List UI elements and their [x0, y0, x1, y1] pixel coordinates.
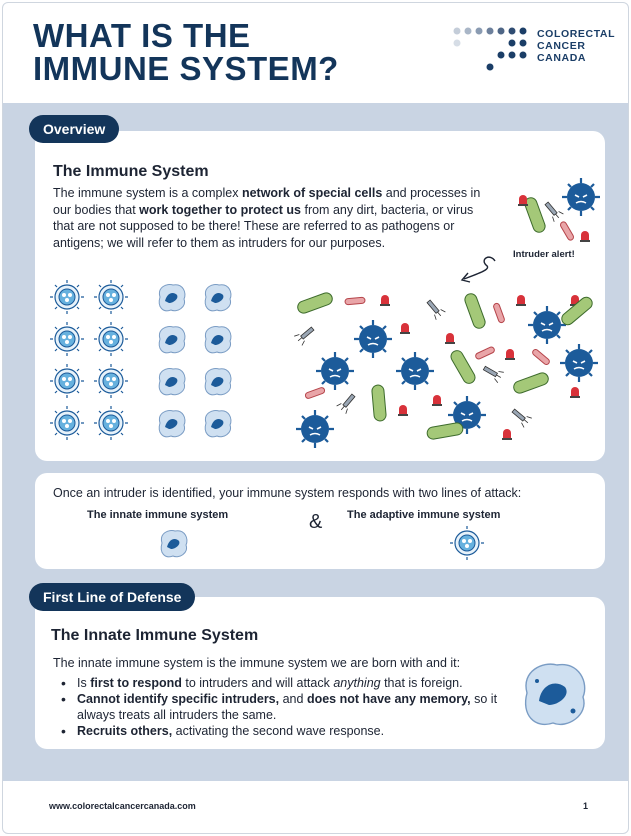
innate-cell-icon [159, 285, 185, 311]
bullet-1 [55, 675, 515, 691]
large-innate-cell-icon [521, 661, 591, 731]
page-number: 1 [582, 801, 588, 811]
first-line-pill: First Line of Defense [29, 583, 195, 611]
page-title [33, 19, 339, 85]
bullet-1-text-1: Is [77, 676, 91, 690]
innate-cell-grid-icon [157, 283, 247, 443]
overview-heading: The Immune System [53, 163, 209, 180]
bullet-3-text: activating the second wave response. [172, 724, 385, 738]
innate-bullet-list [55, 675, 515, 739]
bullet-1-bold: first to respond [90, 676, 182, 690]
innate-intro: The innate immune system is the immune system we are born with and it: [53, 656, 461, 670]
t-cell-icon [50, 280, 84, 314]
footer-url[interactable]: www.colorectalcancercanada.com [49, 801, 196, 811]
t-cell-grid-icon [53, 283, 133, 443]
intruder-alert-icon [513, 175, 603, 255]
lines-of-attack-card [35, 473, 605, 569]
logo-line-1: COLORECTAL [537, 28, 616, 40]
overview-text-1: The immune system is a complex [53, 186, 242, 200]
bullet-3 [55, 723, 515, 739]
bullet-1-text-3: that is foreign. [380, 676, 463, 690]
overview-pill: Overview [29, 115, 119, 143]
bullet-2-bold-2: does not have any memory, [306, 692, 471, 706]
title-line-2: IMMUNE SYSTEM? [33, 50, 339, 87]
overview-text-2: and processes in our bodies that [53, 186, 481, 217]
bullet-3-bold: Recruits others, [77, 724, 173, 738]
lines-intro: Once an intruder is identified, your immune system responds with two lines of attack: [53, 486, 522, 500]
intruders-illustration-icon [285, 271, 595, 451]
bullet-1-text-2: to intruders and will attack [181, 676, 334, 690]
title-line-1: WHAT IS THE [33, 17, 251, 54]
overview-text-3: from any dirt, bacteria, or virus that are not supposed to be there! These are referred to as pathogens or antigens; we will refer to them as intruders for our purposes. [53, 202, 474, 250]
adaptive-label: The adaptive immune system [347, 509, 501, 521]
bullet-1-italic: anything [333, 676, 381, 690]
footer [3, 781, 628, 833]
ampersand: & [309, 511, 323, 533]
logo-text [537, 28, 615, 64]
overview-bold-1: network of special cells [241, 186, 383, 200]
logo-dots-icon [451, 25, 531, 75]
logo-line-3: CANADA [537, 52, 587, 64]
logo-line-2: CANCER [537, 40, 586, 52]
bullet-2-bold-1: Cannot identify specific intruders, [77, 692, 280, 706]
overview-card [35, 131, 605, 461]
header [3, 3, 628, 103]
overview-bold-2: work together to protect us [139, 202, 301, 217]
adaptive-cell-icon [453, 529, 485, 561]
bullet-2 [55, 691, 515, 723]
page [2, 2, 629, 834]
innate-heading: The Innate Immune System [51, 627, 259, 644]
first-line-card [35, 597, 605, 749]
bullet-2-text-1: and [279, 692, 307, 706]
intruder-alert-label: Intruder alert! [513, 249, 575, 260]
innate-cell-icon [159, 529, 191, 561]
innate-label: The innate immune system [87, 509, 229, 521]
logo [451, 25, 621, 75]
bullet-2-text-2: so it always treats all intruders the same. [77, 692, 498, 722]
overview-paragraph [53, 185, 493, 251]
